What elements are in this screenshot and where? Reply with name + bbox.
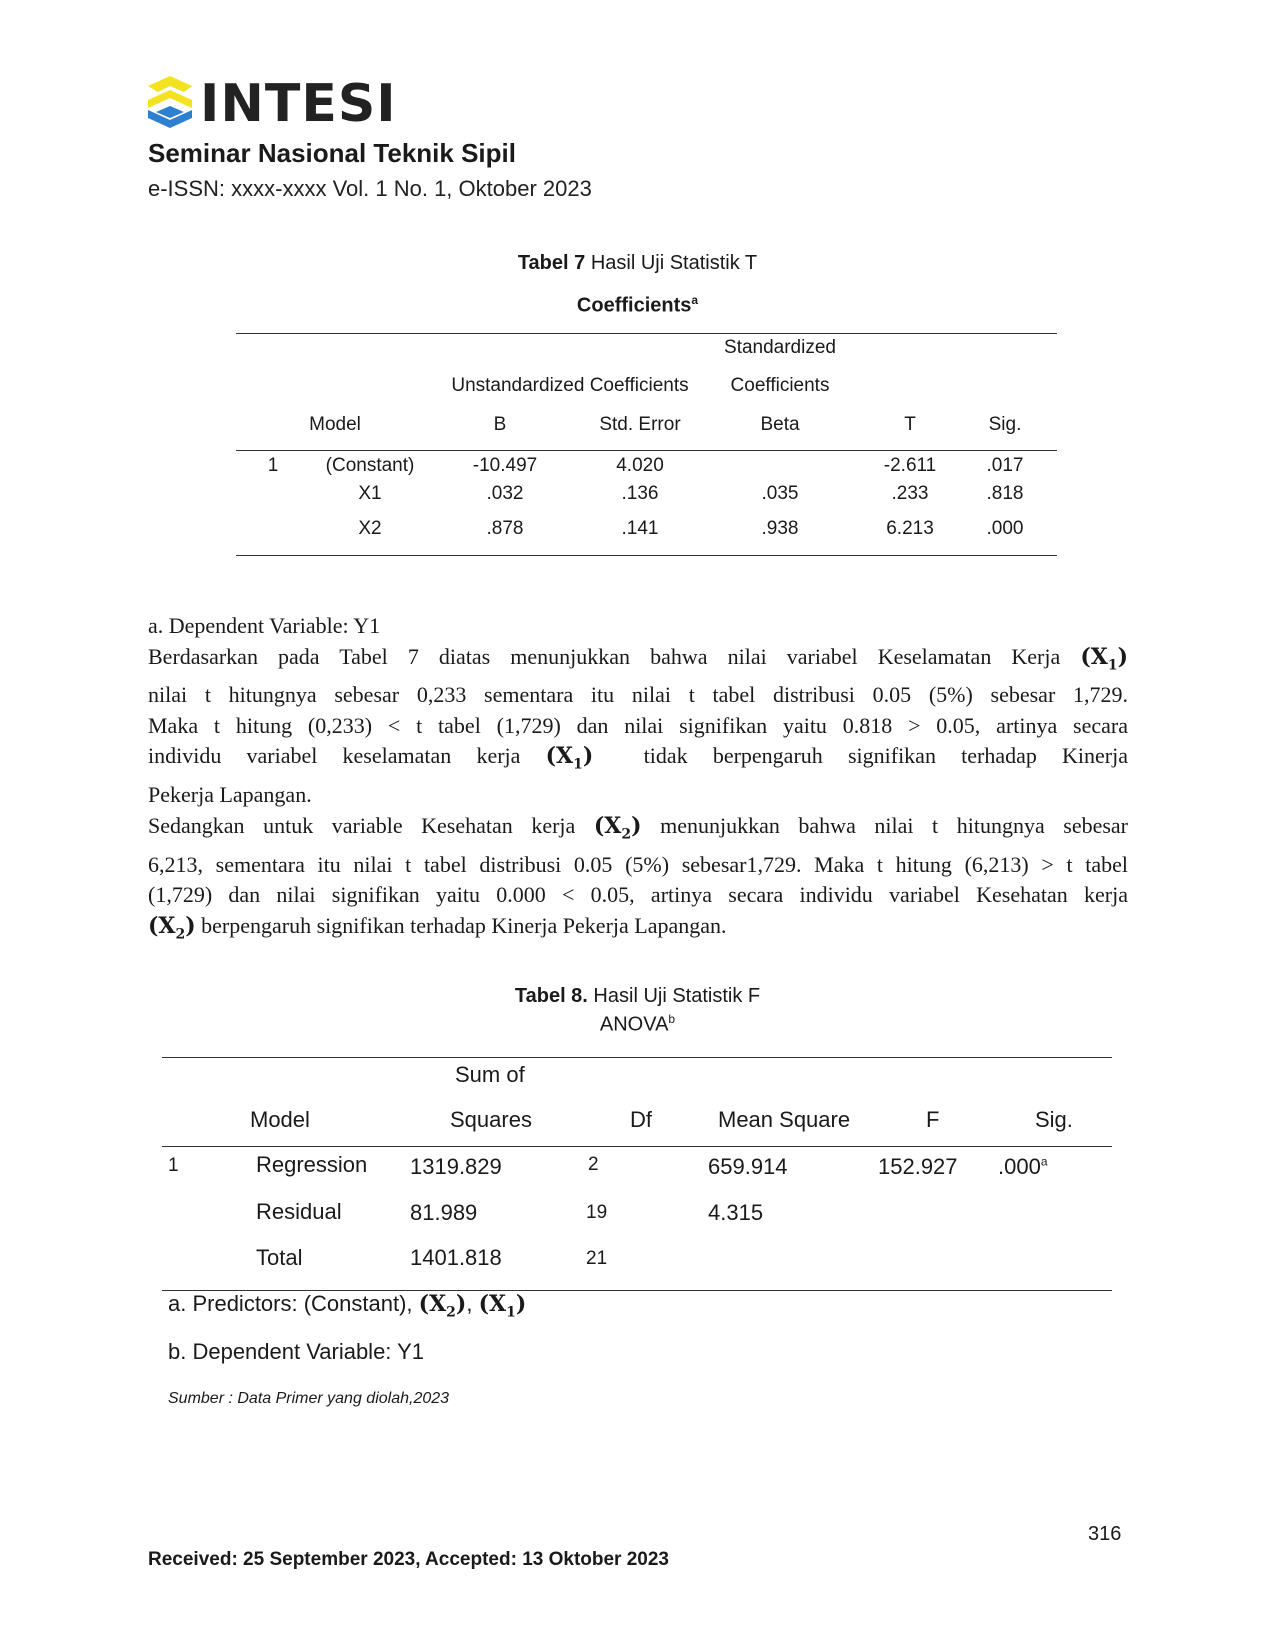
- table8-row-label: Residual: [256, 1199, 342, 1224]
- table8-cell-ss: 1319.829: [410, 1154, 502, 1179]
- table7-col-beta: Beta: [760, 414, 800, 435]
- table7-model-number: 1: [267, 455, 279, 476]
- table7-cell-b: .032: [486, 483, 524, 504]
- table7-top-rule: [236, 333, 1057, 334]
- table7-cell-beta: .035: [761, 483, 799, 504]
- table8-header-rule: [162, 1146, 1112, 1147]
- table7-std-header-1: Standardized: [724, 337, 836, 358]
- table7-row-label: X2: [358, 518, 382, 539]
- dependent-variable-note: a. Dependent Variable: Y1: [148, 613, 381, 638]
- table7-bottom-rule: [236, 555, 1057, 556]
- table8-predictors-note: a. Predictors: (Constant), $(X_2)$, $(X_1)$: [168, 1291, 527, 1321]
- table7-unstd-header: Unstandardized Coefficients: [451, 375, 689, 396]
- table7-cell-t: .233: [891, 483, 929, 504]
- logo-text: INTESI: [200, 74, 397, 134]
- issn-line: e-ISSN: xxxx-xxxx Vol. 1 No. 1, Oktober 2023: [148, 176, 592, 201]
- table7-row-label: X1: [358, 483, 382, 504]
- table7-cell-se: .136: [621, 483, 659, 504]
- table8-model-number: 1: [168, 1155, 179, 1176]
- table8-col-ms: Mean Square: [718, 1107, 851, 1132]
- table8-cell-sig: .000$^a$: [998, 1154, 1048, 1179]
- table8-cell-df: 2: [588, 1154, 599, 1175]
- received-line: Received: 25 September 2023, Accepted: 13 Oktober 2023: [148, 1549, 669, 1570]
- table7-col-b: B: [493, 414, 507, 435]
- table7-cell-t: 6.213: [886, 518, 934, 539]
- table7-col-model: Model: [309, 414, 361, 435]
- table8-col-df: Df: [630, 1107, 652, 1132]
- table8-source: Sumber : Data Primer yang diolah,2023: [168, 1390, 450, 1407]
- table7-cell-b: .878: [486, 518, 524, 539]
- table8-col-sig: Sig.: [1035, 1107, 1073, 1132]
- body-paragraph: a. Dependent Variable: Y1 Berdasarkan pada Tabel 7 diatas menunjukkan bahwa nilai variabel Keselamatan Kerja $(X_1)$ nilai t hitungnya sebesar 0,233 sementara itu nilai t tabel distribusi 0.05 (5%) sebesar 1,729. Maka t hitung (0,233) < t tabel (1,729) dan nilai signifikan yaitu 0.818 > 0.05, artinya secara individu variabel keselamatan kerja $(X_1)$ tidak berpengaruh signifikan terhadap Kinerja Pekerja Lapangan. Sedangkan untuk variable Kesehatan kerja $(X_2)$ menunjukkan bahwa nilai t hitungnya sebesar 6,213, sementara itu nilai t tabel distribusi 0.05 (5%) sebesar1,729. Maka t hitung (6,213) > t tabel (1,729) dan nilai signifikan yaitu 0.000 < 0.05, artinya secara individu variabel Kesehatan kerja $(X_2)$ berpengaruh signifikan terhadap Kinerja Pekerja Lapangan.: [148, 613, 1129, 943]
- seminar-title: Seminar Nasional Teknik Sipil: [148, 138, 516, 168]
- table8-subtitle: ANOVA$^b$: [599, 1012, 676, 1036]
- table7-cell-b: -10.497: [472, 455, 538, 476]
- table7-cell-t: -2.611: [883, 455, 937, 476]
- table8-col-ss-2: Squares: [450, 1107, 532, 1132]
- table7-col-t: T: [904, 414, 916, 435]
- table8-col-f: F: [926, 1107, 940, 1132]
- table8-row-label: Regression: [256, 1152, 368, 1177]
- table8-col-ss-1: Sum of: [455, 1062, 525, 1087]
- table7-cell-se: 4.020: [616, 455, 664, 476]
- table8-cell-ms: 659.914: [708, 1154, 788, 1179]
- table8-title: Tabel 8. Hasil Uji Statistik F: [514, 985, 761, 1007]
- table8-cell-df: 19: [586, 1202, 608, 1223]
- table8-cell-ss: 81.989: [410, 1200, 478, 1225]
- table8-cell-ms: 4.315: [708, 1200, 764, 1225]
- table7-title: Tabel 7 Hasil Uji Statistik T: [517, 252, 758, 274]
- table8-cell-f: 152.927: [878, 1154, 958, 1179]
- page-number: 316: [1088, 1523, 1122, 1545]
- table7-col-sig: Sig.: [988, 414, 1022, 435]
- table7-cell-sig: .017: [986, 455, 1024, 476]
- table7-subtitle: Coefficients$^a$: [576, 293, 699, 317]
- table7-cell-se: .141: [621, 518, 659, 539]
- table8-row-label: Total: [256, 1245, 303, 1270]
- table7-cell-beta: .938: [761, 518, 799, 539]
- table7-col-std-error: Std. Error: [599, 414, 681, 435]
- table8-cell-ss: 1401.818: [410, 1245, 502, 1270]
- table7-cell-sig: .818: [986, 483, 1024, 504]
- table7-std-header-2: Coefficients: [730, 375, 830, 396]
- table8-cell-df: 21: [586, 1248, 608, 1269]
- table8-col-model: Model: [250, 1107, 310, 1132]
- logo-mark-icon: [140, 72, 200, 134]
- table8-top-rule: [162, 1057, 1112, 1058]
- table7-header-rule: [236, 450, 1057, 451]
- table7-cell-sig: .000: [986, 518, 1024, 539]
- table8-dependent-note: b. Dependent Variable: Y1: [168, 1339, 425, 1364]
- table7-row-label: (Constant): [325, 455, 415, 476]
